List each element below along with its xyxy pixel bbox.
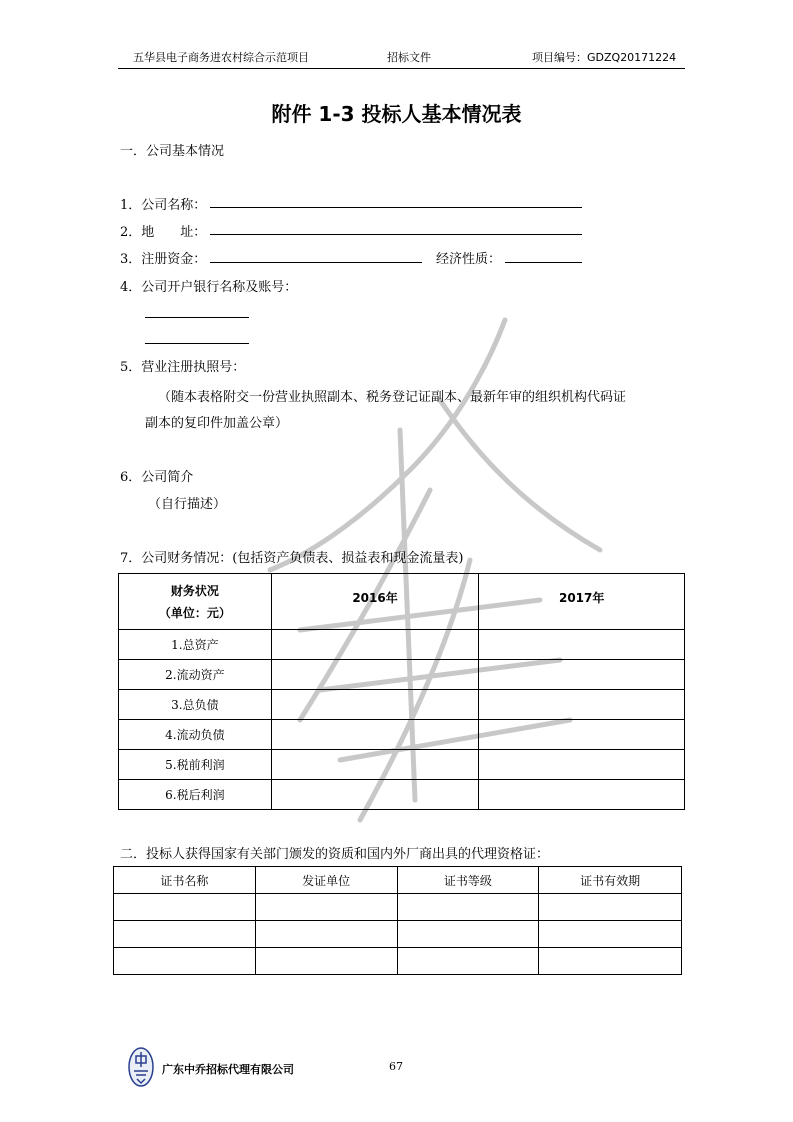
table-row — [119, 720, 685, 750]
financial-status-label: 7．公司财务情况：(包括资产负债表、损益表和现金流量表) — [120, 551, 464, 566]
finance-header-cell — [119, 574, 272, 630]
value-cell-2017[interactable] — [479, 720, 685, 750]
cert-cell[interactable] — [397, 894, 539, 921]
cert-cell[interactable] — [255, 894, 397, 921]
table-row — [114, 948, 682, 975]
value-cell-2016[interactable] — [271, 720, 479, 750]
value-cell-2016[interactable] — [271, 780, 479, 810]
cert-cell[interactable] — [114, 921, 256, 948]
value-cell-2017[interactable] — [479, 630, 685, 660]
row-label: 5.税前利润 — [119, 750, 272, 780]
section2-heading: 二．投标人获得国家有关部门颁发的资质和国内外厂商出具的代理资格证： — [120, 847, 550, 862]
table-row — [114, 921, 682, 948]
table-row — [119, 690, 685, 720]
value-cell-2016[interactable] — [271, 750, 479, 780]
certificate-table-header — [114, 867, 682, 894]
row-label: 6.税后利润 — [119, 780, 272, 810]
cert-cell[interactable] — [397, 948, 539, 975]
business-license-note-line1: （随本表格附交一份营业执照副本、税务登记证副本、最新年审的组织机构代码证 — [158, 390, 627, 405]
footer-company-name: 广东中乔招标代理有限公司 — [162, 1063, 294, 1076]
year-2017-header: 2017年 — [479, 574, 685, 630]
value-cell-2016[interactable] — [271, 660, 479, 690]
value-cell-2017[interactable] — [479, 780, 685, 810]
year-2016-header: 2016年 — [271, 574, 479, 630]
value-cell-2017[interactable] — [479, 660, 685, 690]
bank-name-field[interactable] — [145, 317, 249, 318]
economic-nature-label: 经济性质： — [436, 252, 502, 267]
header-project-name: 五华县电子商务进农村综合示范项目 — [133, 51, 309, 64]
cert-cell[interactable] — [539, 948, 682, 975]
header-doc-type: 招标文件 — [387, 51, 431, 64]
row-label: 2.流动资产 — [119, 660, 272, 690]
address-field[interactable] — [210, 234, 582, 235]
business-license-note-line2: 副本的复印件加盖公章） — [145, 416, 289, 431]
registered-capital-label: 3．注册资金： — [120, 252, 207, 267]
table-row — [119, 630, 685, 660]
company-logo-icon — [128, 1046, 154, 1088]
column-header-cert-name: 证书名称 — [114, 867, 256, 894]
cert-cell[interactable] — [539, 921, 682, 948]
company-name-field[interactable] — [210, 207, 582, 208]
section1-heading: 一．公司基本情况 — [120, 144, 225, 159]
cert-cell[interactable] — [255, 921, 397, 948]
company-name-label: 1．公司名称： — [120, 198, 207, 213]
column-header-issuer: 发证单位 — [255, 867, 397, 894]
cert-cell[interactable] — [397, 921, 539, 948]
address-label: 2．地 址： — [120, 225, 207, 240]
row-label: 4.流动负债 — [119, 720, 272, 750]
table-row — [119, 660, 685, 690]
value-cell-2016[interactable] — [271, 630, 479, 660]
page-number: 67 — [389, 1060, 403, 1073]
table-row — [119, 750, 685, 780]
header-divider — [118, 68, 685, 69]
table-row — [114, 894, 682, 921]
company-profile-label: 6．公司简介 — [120, 470, 194, 485]
bank-account-label: 4．公司开户银行名称及账号： — [120, 280, 298, 295]
finance-table-header — [119, 574, 685, 630]
row-label: 3.总负债 — [119, 690, 272, 720]
header-project-code: 项目编号：GDZQ20171224 — [532, 51, 677, 64]
bank-account-field[interactable] — [145, 343, 249, 344]
cert-cell[interactable] — [114, 948, 256, 975]
cert-cell[interactable] — [114, 894, 256, 921]
registered-capital-field[interactable] — [210, 262, 422, 263]
column-header-validity: 证书有效期 — [539, 867, 682, 894]
value-cell-2016[interactable] — [271, 690, 479, 720]
company-profile-note: （自行描述） — [148, 497, 227, 512]
cert-cell[interactable] — [255, 948, 397, 975]
cert-cell[interactable] — [539, 894, 682, 921]
column-header-cert-level: 证书等级 — [397, 867, 539, 894]
finance-header-line1: 财务状况 — [170, 583, 219, 598]
page-title: 附件 1-3 投标人基本情况表 — [271, 102, 522, 126]
business-license-label: 5．营业注册执照号： — [120, 360, 246, 375]
value-cell-2017[interactable] — [479, 750, 685, 780]
certificate-table — [113, 866, 682, 975]
economic-nature-field[interactable] — [505, 262, 582, 263]
finance-table — [118, 573, 685, 810]
value-cell-2017[interactable] — [479, 690, 685, 720]
finance-header-line2: （单位：元） — [158, 605, 231, 620]
row-label: 1.总资产 — [119, 630, 272, 660]
table-row — [119, 780, 685, 810]
